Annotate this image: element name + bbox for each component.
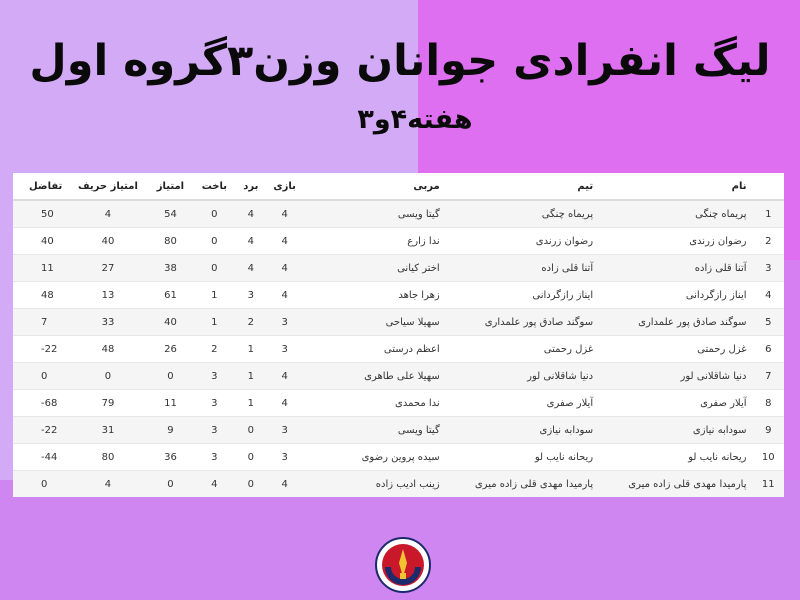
losses-cell: 4	[193, 471, 235, 498]
points-cell: 38	[148, 255, 194, 282]
player-name-cell: رضوان زرندی	[599, 228, 752, 255]
opponent-points-cell: 79	[68, 390, 147, 417]
col-games: بازی	[266, 173, 303, 200]
coach-name-cell: سهیلا سیاحی	[303, 309, 446, 336]
losses-cell: 3	[193, 390, 235, 417]
opponent-points-cell: 27	[68, 255, 147, 282]
point-difference-cell: 48	[13, 282, 68, 309]
points-cell: 9	[148, 417, 194, 444]
point-difference-cell: 0	[13, 471, 68, 498]
point-difference-cell: 50	[13, 200, 68, 228]
table-row	[13, 309, 784, 336]
opponent-points-cell: 33	[68, 309, 147, 336]
wins-cell: 1	[235, 363, 266, 390]
wins-cell: 1	[235, 336, 266, 363]
games-played-cell: 3	[266, 444, 303, 471]
opponent-points-cell: 48	[68, 336, 147, 363]
standings-table	[13, 173, 784, 497]
points-cell: 0	[148, 471, 194, 498]
games-played-cell: 4	[266, 471, 303, 498]
coach-name-cell: گیتا ویسی	[303, 200, 446, 228]
wins-cell: 0	[235, 417, 266, 444]
points-cell: 11	[148, 390, 194, 417]
losses-cell: 0	[193, 228, 235, 255]
points-cell: 40	[148, 309, 194, 336]
point-difference-cell: -22	[13, 336, 68, 363]
player-name-cell: دنیا شاقلانی لور	[599, 363, 752, 390]
row-index-cell: 3	[753, 255, 784, 282]
point-difference-cell: -22	[13, 417, 68, 444]
team-name-cell: آتنا قلی زاده	[446, 255, 599, 282]
point-difference-cell: -44	[13, 444, 68, 471]
row-index-cell: 8	[753, 390, 784, 417]
player-name-cell: پارمیدا مهدی قلی زاده میری	[599, 471, 752, 498]
coach-name-cell: زهرا جاهد	[303, 282, 446, 309]
row-index-cell: 6	[753, 336, 784, 363]
team-name-cell: آیلار صفری	[446, 390, 599, 417]
wins-cell: 4	[235, 228, 266, 255]
player-name-cell: سوگند صادق پور علمداری	[599, 309, 752, 336]
team-name-cell: غزل رحمتی	[446, 336, 599, 363]
opponent-points-cell: 40	[68, 228, 147, 255]
wins-cell: 2	[235, 309, 266, 336]
games-played-cell: 4	[266, 363, 303, 390]
coach-name-cell: گیتا ویسی	[303, 417, 446, 444]
coach-name-cell: زینب ادیب زاده	[303, 471, 446, 498]
player-name-cell: ریحانه نایب لو	[599, 444, 752, 471]
losses-cell: 1	[193, 282, 235, 309]
games-played-cell: 4	[266, 282, 303, 309]
col-wins: برد	[235, 173, 266, 200]
games-played-cell: 4	[266, 255, 303, 282]
col-diff: تفاضل	[13, 173, 68, 200]
player-name-cell: پریماه چنگی	[599, 200, 752, 228]
wins-cell: 4	[235, 200, 266, 228]
table-row	[13, 444, 784, 471]
points-cell: 0	[148, 363, 194, 390]
points-cell: 54	[148, 200, 194, 228]
team-name-cell: رضوان زرندی	[446, 228, 599, 255]
point-difference-cell: 0	[13, 363, 68, 390]
team-name-cell: سوگند صادق پور علمداری	[446, 309, 599, 336]
team-name-cell: پارمیدا مهدی قلی زاده میری	[446, 471, 599, 498]
row-index-cell: 4	[753, 282, 784, 309]
federation-emblem-icon	[375, 537, 431, 593]
wins-cell: 0	[235, 471, 266, 498]
col-team: تیم	[446, 173, 599, 200]
coach-name-cell: ندا زارع	[303, 228, 446, 255]
row-index-cell: 1	[753, 200, 784, 228]
team-name-cell: ریحانه نایب لو	[446, 444, 599, 471]
col-opp-points: امتیاز حریف	[68, 173, 147, 200]
games-played-cell: 4	[266, 228, 303, 255]
team-name-cell: ایناز رازگردانی	[446, 282, 599, 309]
table-row	[13, 200, 784, 228]
table-row	[13, 336, 784, 363]
losses-cell: 1	[193, 309, 235, 336]
page-subtitle: هفته۴و۳	[357, 104, 473, 135]
opponent-points-cell: 31	[68, 417, 147, 444]
coach-name-cell: سهیلا علی طاهری	[303, 363, 446, 390]
coach-name-cell: سیده پروین رضوی	[303, 444, 446, 471]
points-cell: 36	[148, 444, 194, 471]
losses-cell: 0	[193, 255, 235, 282]
col-coach: مربی	[303, 173, 446, 200]
wins-cell: 1	[235, 390, 266, 417]
col-points: امتیاز	[148, 173, 194, 200]
table-row	[13, 390, 784, 417]
player-name-cell: آیلار صفری	[599, 390, 752, 417]
losses-cell: 2	[193, 336, 235, 363]
row-index-cell: 7	[753, 363, 784, 390]
player-name-cell: سودابه نیازی	[599, 417, 752, 444]
row-index-cell: 9	[753, 417, 784, 444]
games-played-cell: 4	[266, 200, 303, 228]
row-index-cell: 5	[753, 309, 784, 336]
player-name-cell: ایناز رازگردانی	[599, 282, 752, 309]
page-title: لیگ انفرادی جوانان وزن۳گروه اول	[29, 36, 771, 86]
team-name-cell: سودابه نیازی	[446, 417, 599, 444]
points-cell: 26	[148, 336, 194, 363]
table-row	[13, 471, 784, 498]
point-difference-cell: 40	[13, 228, 68, 255]
points-cell: 80	[148, 228, 194, 255]
wins-cell: 0	[235, 444, 266, 471]
col-losses: باخت	[193, 173, 235, 200]
opponent-points-cell: 13	[68, 282, 147, 309]
coach-name-cell: ندا محمدی	[303, 390, 446, 417]
wins-cell: 3	[235, 282, 266, 309]
losses-cell: 3	[193, 363, 235, 390]
games-played-cell: 3	[266, 417, 303, 444]
table-row	[13, 255, 784, 282]
table-row	[13, 417, 784, 444]
losses-cell: 3	[193, 444, 235, 471]
opponent-points-cell: 80	[68, 444, 147, 471]
team-name-cell: پریماه چنگی	[446, 200, 599, 228]
standings-table-card	[13, 173, 784, 489]
wins-cell: 4	[235, 255, 266, 282]
table-row	[13, 282, 784, 309]
col-name: نام	[599, 173, 752, 200]
point-difference-cell: 11	[13, 255, 68, 282]
opponent-points-cell: 0	[68, 363, 147, 390]
opponent-points-cell: 4	[68, 200, 147, 228]
games-played-cell: 4	[266, 390, 303, 417]
opponent-points-cell: 4	[68, 471, 147, 498]
points-cell: 61	[148, 282, 194, 309]
row-index-cell: 11	[753, 471, 784, 498]
row-index-cell: 2	[753, 228, 784, 255]
point-difference-cell: -68	[13, 390, 68, 417]
team-name-cell: دنیا شاقلانی لور	[446, 363, 599, 390]
player-name-cell: آتنا قلی زاده	[599, 255, 752, 282]
games-played-cell: 3	[266, 309, 303, 336]
col-index	[753, 173, 784, 200]
losses-cell: 3	[193, 417, 235, 444]
coach-name-cell: اختر کیانی	[303, 255, 446, 282]
point-difference-cell: 7	[13, 309, 68, 336]
coach-name-cell: اعظم درستی	[303, 336, 446, 363]
games-played-cell: 3	[266, 336, 303, 363]
losses-cell: 0	[193, 200, 235, 228]
player-name-cell: غزل رحمتی	[599, 336, 752, 363]
table-header-row	[13, 173, 784, 200]
table-row	[13, 363, 784, 390]
table-row	[13, 228, 784, 255]
row-index-cell: 10	[753, 444, 784, 471]
